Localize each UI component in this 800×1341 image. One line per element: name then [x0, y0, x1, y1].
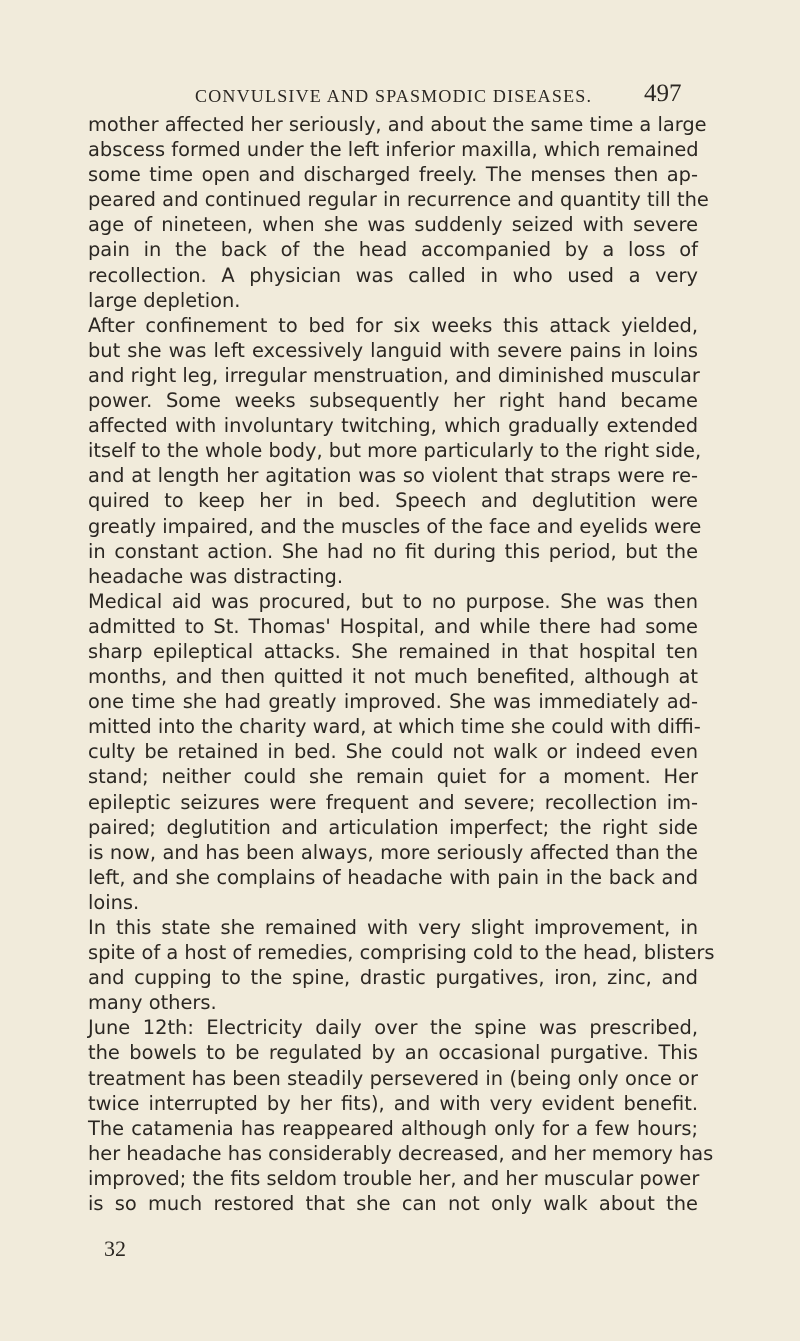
text-line: large depletion. — [88, 288, 241, 312]
text-line: admitted to St. Thomas' Hospital, and while there had some — [88, 614, 698, 638]
text-line: mitted into the charity ward, at which time she could with diffi- — [88, 715, 701, 739]
text-line: pain in the back of the head accompanied by a loss of — [88, 238, 698, 262]
text-line: June 12th: Electricity daily over the spine was prescribed, — [88, 1016, 698, 1040]
text-line: but she was left excessively languid with severe pains in loins — [88, 338, 698, 362]
text-line: and cupping to the spine, drastic purgatives, iron, zinc, and — [88, 966, 698, 990]
text-line: many others. — [88, 991, 217, 1015]
text-line: age of nineteen, when she was suddenly seized with severe — [88, 213, 698, 237]
text-line: treatment has been steadily persevered in (being only once or — [88, 1066, 698, 1090]
text-line: recollection. A physician was called in who used a very — [88, 263, 698, 287]
text-line: improved; the fits seldom trouble her, and her muscular power — [88, 1166, 700, 1190]
text-line: affected with involuntary twitching, which gradually extended — [88, 414, 698, 438]
text-line: culty be retained in bed. She could not walk or indeed even — [88, 740, 698, 764]
text-line: The catamenia has reappeared although only for a few hours; — [88, 1116, 698, 1140]
text-line: sharp epileptical attacks. She remained in that hospital ten — [88, 639, 698, 663]
text-line: In this state she remained with very slight improvement, in — [88, 916, 698, 939]
text-line: itself to the whole body, but more particularly to the right side, — [88, 439, 702, 463]
text-line: some time open and discharged freely. The menses then ap- — [88, 163, 698, 187]
text-line: abscess formed under the left inferior maxilla, which remained — [88, 138, 699, 162]
text-line: twice interrupted by her fits), and with very evident benefit. — [88, 1091, 698, 1115]
text-line: is so much restored that she can not only walk about the — [88, 1192, 698, 1216]
text-line: left, and she complains of headache with pain in the back and — [88, 865, 698, 889]
text-line: greatly impaired, and the muscles of the face and eyelids were — [88, 514, 702, 538]
text-line: months, and then quitted it not much benefited, although at — [88, 665, 698, 689]
text-line: After confinement to bed for six weeks this attack yielded, — [88, 313, 698, 337]
body-text — [88, 112, 715, 1216]
text-line: spite of a host of remedies, comprising cold to the head, blisters — [88, 941, 715, 965]
text-line: paired; deglutition and articulation imperfect; the right side — [88, 815, 698, 839]
text-line: loins. — [88, 890, 140, 914]
text-line: and at length her agitation was so violent that straps were re- — [88, 464, 698, 488]
text-line: is now, and has been always, more seriously affected than the — [88, 840, 698, 864]
text-line: peared and continued regular in recurrence and quantity till the — [88, 188, 709, 212]
text-line: epileptic seizures were frequent and severe; recollection im- — [88, 790, 698, 814]
text-line: headache was distracting. — [88, 564, 344, 588]
text-line: power. Some weeks subsequently her right hand became — [88, 389, 698, 413]
text-line: the bowels to be regulated by an occasional purgative. This — [88, 1041, 698, 1065]
text-line: Medical aid was procured, but to no purpose. She was then — [88, 589, 698, 613]
signature-mark: 32 — [104, 1236, 126, 1261]
text-line: quired to keep her in bed. Speech and deglutition were — [88, 489, 698, 513]
text-line: one time she had greatly improved. She was immediately ad- — [88, 690, 698, 714]
text-line: stand; neither could she remain quiet for a moment. Her — [88, 765, 698, 789]
text-line: in constant action. She had no fit during this period, but the — [88, 539, 698, 563]
text-line: and right leg, irregular menstruation, and diminished muscular — [88, 363, 700, 387]
page-number: 497 — [644, 80, 682, 107]
running-head: CONVULSIVE AND SPASMODIC DISEASES. — [195, 86, 593, 106]
text-line: mother affected her seriously, and about the same time a large — [88, 113, 707, 136]
text-line: her headache has considerably decreased, and her memory has — [88, 1141, 714, 1165]
